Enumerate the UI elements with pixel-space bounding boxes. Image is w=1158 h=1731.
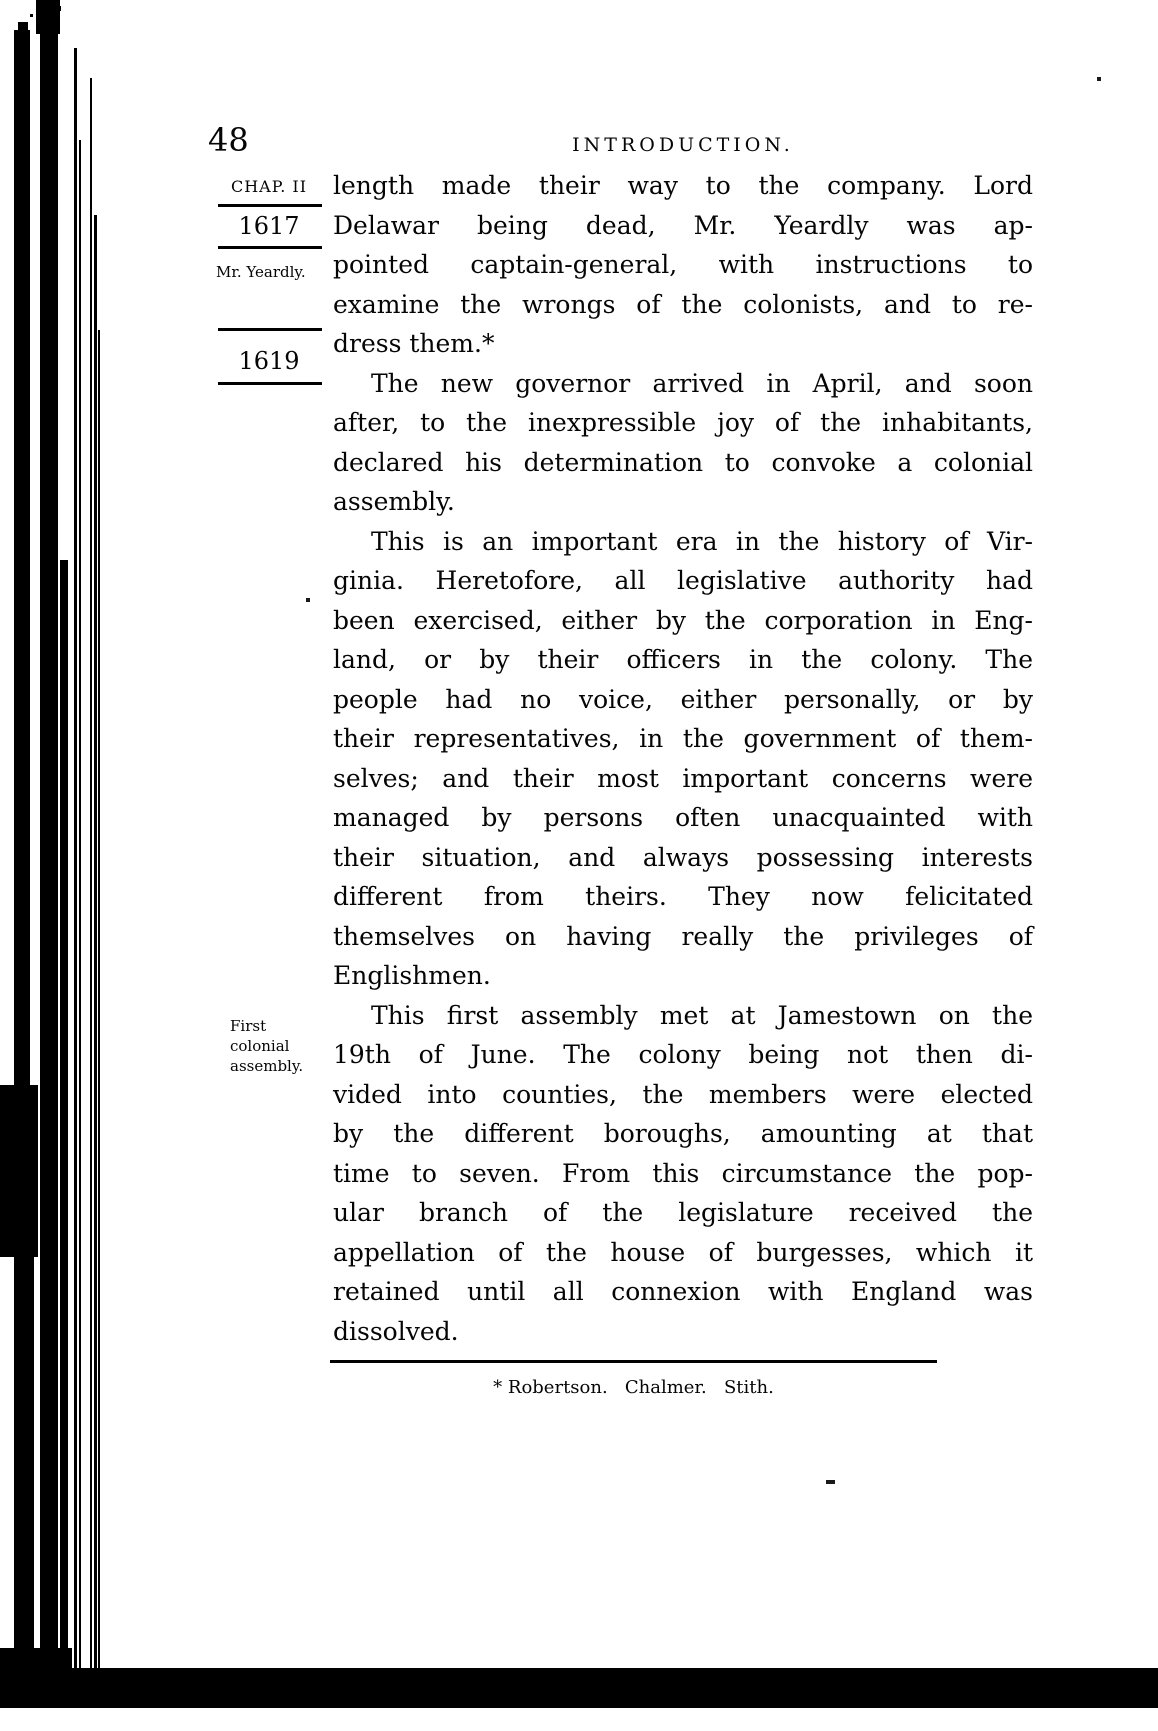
scan-speck [1097, 77, 1101, 81]
text-line: ular branch of the legislature received the [333, 1198, 1033, 1227]
page-number: 48 [208, 121, 249, 159]
margin-year-1617: 1617 [238, 212, 300, 240]
text-line: This first assembly met at Jamestown on the [371, 1000, 1033, 1030]
text-line: examine the wrongs of the colonists, and to re- [333, 289, 1033, 319]
paragraph [333, 522, 1033, 996]
footnote-rule [330, 1360, 937, 1363]
body-text [333, 166, 1033, 1351]
text-line: dress them.* [333, 329, 495, 358]
text-line: 19th of June. The colony being not then di- [333, 1040, 1033, 1069]
paragraph [333, 996, 1033, 1352]
text-line: pointed captain-general, with instructions to [333, 250, 1033, 279]
text-line: selves; and their most important concerns were [333, 763, 1033, 793]
text-line: retained until all connexion with England was [333, 1277, 1033, 1306]
margin-rule [218, 328, 322, 331]
margin-rule [218, 204, 322, 207]
paragraph [333, 166, 1033, 364]
paragraph [333, 364, 1033, 522]
text-line: themselves on having really the privileges of [333, 921, 1033, 951]
text-line: Englishmen. [333, 961, 491, 990]
text-line: declared his determination to convoke a colonial [333, 447, 1033, 477]
margin-chapter-label: CHAP. II [230, 177, 308, 196]
scan-bottom-bar [0, 1668, 1158, 1708]
text-line: been exercised, either by the corporation in Eng- [333, 605, 1033, 635]
text-line: their representatives, in the government of them- [333, 724, 1033, 753]
text-line: by the different boroughs, amounting at that [333, 1119, 1033, 1148]
text-line: after, to the inexpressible joy of the inhabitants, [333, 408, 1033, 437]
text-line: This is an important era in the history of Vir- [371, 526, 1033, 556]
scan-speck [826, 1480, 835, 1484]
scan-speck [306, 598, 310, 602]
text-line: managed by persons often unacquainted with [333, 803, 1033, 832]
running-head: INTRODUCTION. [572, 134, 794, 156]
text-line: assembly. [333, 487, 455, 516]
text-line: dissolved. [333, 1316, 459, 1346]
text-line: length made their way to the company. Lord [333, 171, 1033, 200]
margin-year-1619: 1619 [238, 347, 300, 375]
margin-assembly-note-line: assembly. [230, 1057, 304, 1075]
text-line: vided into counties, the members were elected [333, 1079, 1033, 1109]
text-line: time to seven. From this circumstance the pop- [333, 1158, 1033, 1188]
margin-person-note: Mr. Yeardly. [216, 263, 306, 281]
text-line: appellation of the house of burgesses, which it [333, 1237, 1033, 1267]
text-line: people had no voice, either personally, or by [333, 684, 1033, 714]
margin-rule [218, 382, 322, 385]
margin-assembly-note-line: colonial [230, 1037, 290, 1055]
text-line: different from theirs. They now felicitated [333, 882, 1033, 911]
text-line: land, or by their officers in the colony. The [333, 645, 1033, 674]
footnote: * Robertson. Chalmer. Stith. [493, 1377, 774, 1398]
margin-rule [218, 246, 322, 249]
margin-assembly-note-line: First [230, 1017, 267, 1035]
scan-binding-artifact [0, 0, 130, 1731]
text-line: their situation, and always possessing interests [333, 842, 1033, 872]
text-line: Delawar being dead, Mr. Yeardly was ap- [333, 210, 1033, 240]
text-line: The new governor arrived in April, and soon [371, 368, 1033, 398]
text-line: ginia. Heretofore, all legislative authority had [333, 566, 1033, 595]
margin-assembly-note [230, 1016, 340, 1076]
